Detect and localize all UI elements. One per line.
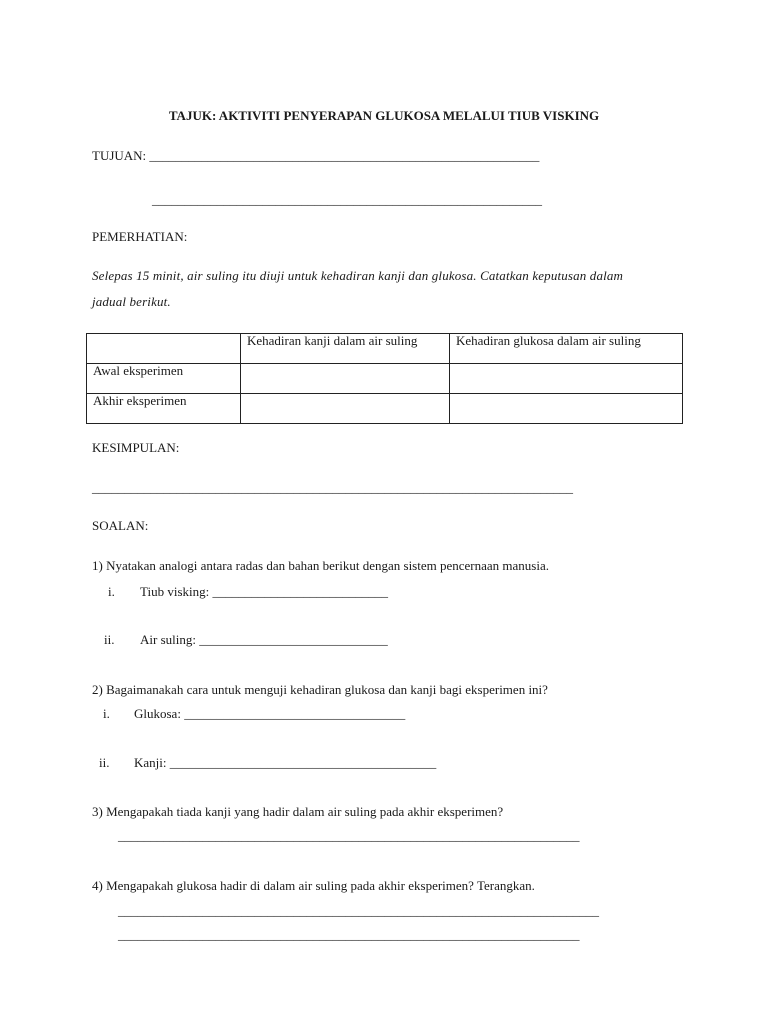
q3-answer-line[interactable]: _______________________________________________________________________ xyxy=(118,828,580,843)
q2-i-answer[interactable]: Glukosa: __________________________________ xyxy=(134,706,406,721)
instruction-line-1: Selepas 15 minit, air suling itu diuji untuk kehadiran kanji dan glukosa. Catatkan keputusan dalam xyxy=(92,268,624,283)
table-header-cell: Kehadiran kanji dalam air suling xyxy=(241,334,450,364)
q2-ii-answer[interactable]: Kanji: _________________________________________ xyxy=(134,755,437,770)
kesimpulan-label: KESIMPULAN: xyxy=(92,440,180,455)
q1-i-answer[interactable]: Tiub visking: ___________________________ xyxy=(140,584,388,599)
q2-i-number: i. xyxy=(103,706,110,721)
tujuan-line-1[interactable]: ____________________________________________________________ xyxy=(149,148,540,163)
table-row xyxy=(87,364,683,394)
pemerhatian-label: PEMERHATIAN: xyxy=(92,229,188,244)
question-2: 2) Bagaimanakah cara untuk menguji kehadiran glukosa dan kanji bagi eksperimen ini? xyxy=(92,682,548,697)
table-cell[interactable] xyxy=(450,394,683,424)
table-cell[interactable] xyxy=(241,394,450,424)
question-3: 3) Mengapakah tiada kanji yang hadir dalam air suling pada akhir eksperimen? xyxy=(92,804,504,819)
page-title: TAJUK: AKTIVITI PENYERAPAN GLUKOSA MELALUI TIUB VISKING xyxy=(168,108,600,123)
tujuan-line-2[interactable]: ____________________________________________________________ xyxy=(152,192,542,207)
table-row-label: Awal eksperimen xyxy=(87,364,241,394)
table-row xyxy=(87,394,683,424)
question-1: 1) Nyatakan analogi antara radas dan bahan berikut dengan sistem pencernaan manusia. xyxy=(92,558,549,573)
q4-answer-line-1[interactable]: __________________________________________________________________________ xyxy=(118,903,599,918)
table-header-cell xyxy=(87,334,241,364)
kesimpulan-line[interactable]: __________________________________________________________________________ xyxy=(92,480,573,495)
q1-ii-answer[interactable]: Air suling: _____________________________ xyxy=(140,632,388,647)
observation-table xyxy=(86,333,683,424)
tujuan-row xyxy=(92,148,539,164)
q4-answer-line-2[interactable]: _______________________________________________________________________ xyxy=(118,927,580,942)
table-row-label: Akhir eksperimen xyxy=(87,394,241,424)
tujuan-label: TUJUAN: xyxy=(92,148,150,163)
table-cell[interactable] xyxy=(241,364,450,394)
table-cell[interactable] xyxy=(450,364,683,394)
table-header-cell: Kehadiran glukosa dalam air suling xyxy=(450,334,683,364)
q1-ii-number: ii. xyxy=(104,632,115,647)
q1-i-number: i. xyxy=(108,584,115,599)
table-header-row xyxy=(87,334,683,364)
q2-ii-number: ii. xyxy=(99,755,110,770)
instruction-line-2: jadual berikut. xyxy=(92,294,171,309)
soalan-label: SOALAN: xyxy=(92,518,149,533)
question-4: 4) Mengapakah glukosa hadir di dalam air suling pada akhir eksperimen? Terangkan. xyxy=(92,878,535,893)
